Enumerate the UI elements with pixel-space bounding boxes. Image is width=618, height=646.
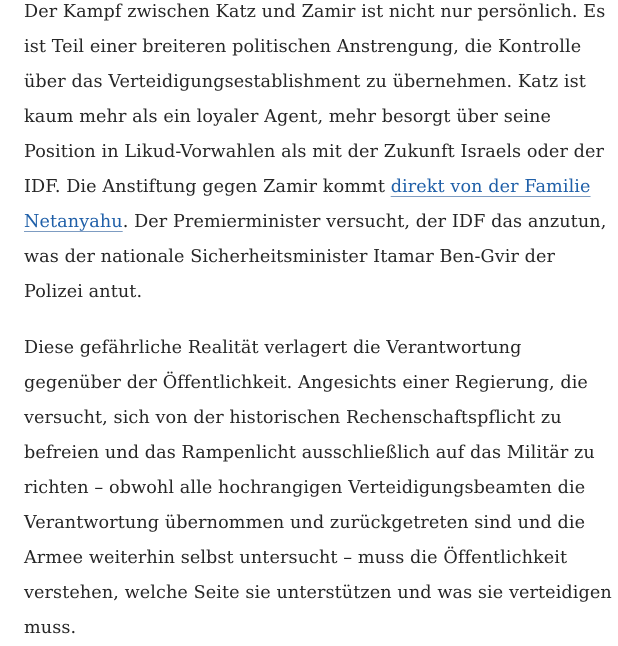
netanyahu-family-link[interactable]: direkt von der Familie Netanyahu (24, 177, 591, 232)
paragraph-text: Der Kampf zwischen Katz und Zamir ist nicht nur persönlich. Es ist Teil einer breiteren politischen Anstrengung, die Kontrolle über das Verteidigungsestablishment zu übernehmen. Katz ist kaum mehr als ein loyaler Agent, mehr besorgt über seine Position in Likud-Vorwahlen als mit der Zukunft Israels oder der IDF. Die Anstiftung gegen Zamir kommt (24, 2, 606, 197)
article-paragraph (24, 0, 616, 310)
article-body (24, 0, 616, 646)
article-paragraph: Diese gefährliche Realität verlagert die Verantwortung gegenüber der Öffentlichkeit. Angesichts einer Regierung, die versucht, sich von der historischen Rechenschaftspflicht zu befreien und das Rampenlicht ausschließlich auf das Militär zu richten – obwohl alle hochrangigen Verteidigungsbeamten die Verantwortung übernommen und zurückgetreten sind und die Armee weiterhin selbst untersucht – muss die Öffentlichkeit verstehen, welche Seite sie unterstützen und was sie verteidigen muss. (24, 338, 612, 638)
paragraph-text: . Der Premierminister versucht, der IDF das anzutun, was der nationale Sicherheitsminister Itamar Ben-Gvir der Polizei antut. (24, 212, 607, 302)
